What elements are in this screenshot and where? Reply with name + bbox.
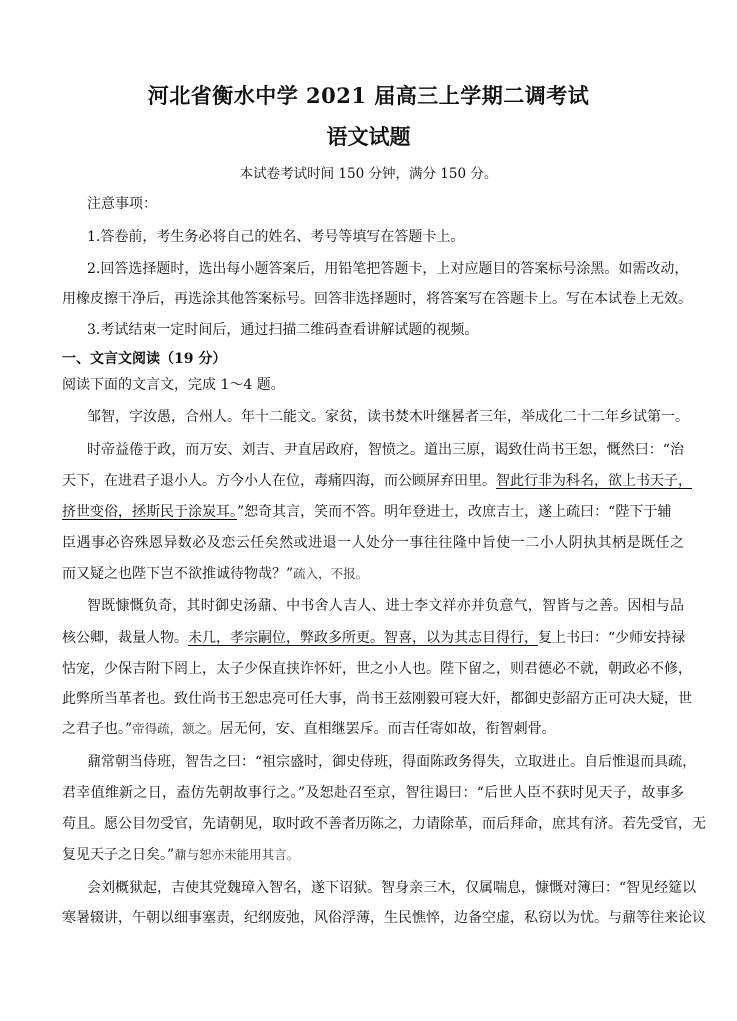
passage-p3-line-5 <box>62 720 556 738</box>
passage-p2-line-1: 时帝益倦于政，而万安、刘吉、尹直居政府，智愤之。道出三原，谒致仕尚书王恕，慨然曰：“治 <box>87 442 684 458</box>
underlined-sentence-1b: 挤世变俗，拯斯民于涂炭耳。 <box>62 504 237 520</box>
passage-p2-line-3-text: ”恕奇其言，笑而不答。明年登进士，改庶吉士，遂上疏曰：“陛下于辅 <box>237 504 672 520</box>
passage-p4-line-4 <box>62 846 299 864</box>
passage-p4-line-3: 苟且。愿公目勿受官，先请朝见，取时政不善者历陈之，力请除革，而后拜命，庶其有济。若先受官，无 <box>62 816 706 832</box>
passage-p2-line-5-text: 而又疑之也陛下岂不欲推诚待物哉？” <box>62 566 294 582</box>
passage-p1: 邹智，字汝愚，合州人。年十二能文。家贫，读书焚木叶继晷者三年，举成化二十二年乡试第一。 <box>87 409 689 425</box>
passage-p3-line-2-tail: 复上书曰：“少师安持禄 <box>538 630 686 646</box>
underlined-sentence-1a: 智此行非为科名，欲上书天子， <box>496 473 692 489</box>
passage-p2-line-2 <box>62 472 692 490</box>
passage-p4-line-4-note: 鼐与恕亦未能用其言。 <box>174 847 300 862</box>
passage-p2-line-5-note: 疏入，不报。 <box>293 566 369 581</box>
underlined-sentence-2: 未几，孝宗嗣位，弊政多所更。智喜，以为其志目得行， <box>188 630 538 646</box>
passage-p2-line-3 <box>62 503 671 521</box>
passage-p3-line-5-text: 之君子也。” <box>62 721 133 737</box>
notes-item-1: 1.答卷前，考生务必将自己的姓名、考号等填写在答题卡上。 <box>87 229 465 245</box>
passage-p3-line-1: 智既慷慨负奇，其时御史汤鼐、中书舍人吉人、进士李文祥亦并负意气，智皆与之善。因相与品 <box>87 598 684 614</box>
passage-p2-line-2-text: 天下，在进君子退小人。方今小人在位，毒痛四海，而公顾屏弃田里。 <box>62 473 496 489</box>
passage-p3-line-5-note: 帝得疏，颔之。 <box>132 721 220 736</box>
passage-p3-line-2-text: 核公卿，裁量人物。 <box>62 630 188 646</box>
section-instruction: 阅读下面的文言文，完成 1～4 题。 <box>62 377 285 393</box>
passage-p2-line-4: 臣遇事必咨殊恩异数必及恋云任矣然或进退一人处分一事往往隆中旨使一二小人阴执其柄是既任之 <box>62 535 684 551</box>
notes-item-2-line-1: 2.回答选择题时，选出每小题答案后，用铅笔把答题卡，上对应题目的答案标号涂黑。如需改动， <box>87 261 689 277</box>
passage-p5-line-1: 会刘概狱起，吉使其党魏璋入智名，遂下诏狱。智身亲三木，仅属喘息，慷慨对簿曰：“智见经筵以 <box>87 880 697 896</box>
passage-p3-line-4: 此弊所当革者也。致仕尚书王恕忠亮可任大事，尚书王兹刚毅可寝大奸，都御史彭韶方正可决大疑，世 <box>62 691 692 707</box>
notes-heading: 注意事项： <box>87 196 157 212</box>
passage-p4-line-1: 鼐常朝当侍班，智告之曰：“祖宗盛时，御史侍班，得面陈政务得失，立取进止。自后惟退而具疏， <box>87 754 697 770</box>
notes-item-2-line-2: 用橡皮擦干净后，再选涂其他答案标号。回答非选择题时，将答案写在答题卡上。写在本试卷上无效。 <box>62 291 692 307</box>
passage-p4-line-4-text: 复见天子之日矣。” <box>62 847 175 863</box>
passage-p5-line-2: 寒暑辍讲，午朝以细事塞责，纪纲废弛，风俗浮薄，生民憔悴，边备空虚，私窃以为忧。与鼐等往来论议 <box>62 910 706 926</box>
passage-p3-line-2 <box>62 629 685 647</box>
passage-p2-line-5 <box>62 565 368 583</box>
exam-title: 河北省衡水中学 2021 届高三上学期二调考试 <box>147 83 590 108</box>
exam-subtitle: 语文试题 <box>326 124 411 149</box>
section-heading: 一、文言文阅读（19 分） <box>62 351 227 367</box>
notes-item-3: 3.考试结束一定时间后，通过扫描二维码查看讲解试题的视频。 <box>87 322 479 338</box>
passage-p4-line-2: 君幸值维新之日，盍仿先朝故事行之。”及恕赴召至京，智往谒曰：“后世人臣不获时见天子，故事多 <box>62 785 684 801</box>
passage-p3-line-5-tail: 居无何，安、直相继罢斥。而吉任寄如故，衔智刺骨。 <box>219 721 556 737</box>
passage-p3-line-3: 怙宠，少保吉附下罔上，太子少保直挟诈怀奸，世之小人也。陛下留之，则君德必不就，朝政必不修， <box>62 661 692 677</box>
time-note: 本试卷考试时间 150 分钟，满分 150 分。 <box>239 166 498 182</box>
